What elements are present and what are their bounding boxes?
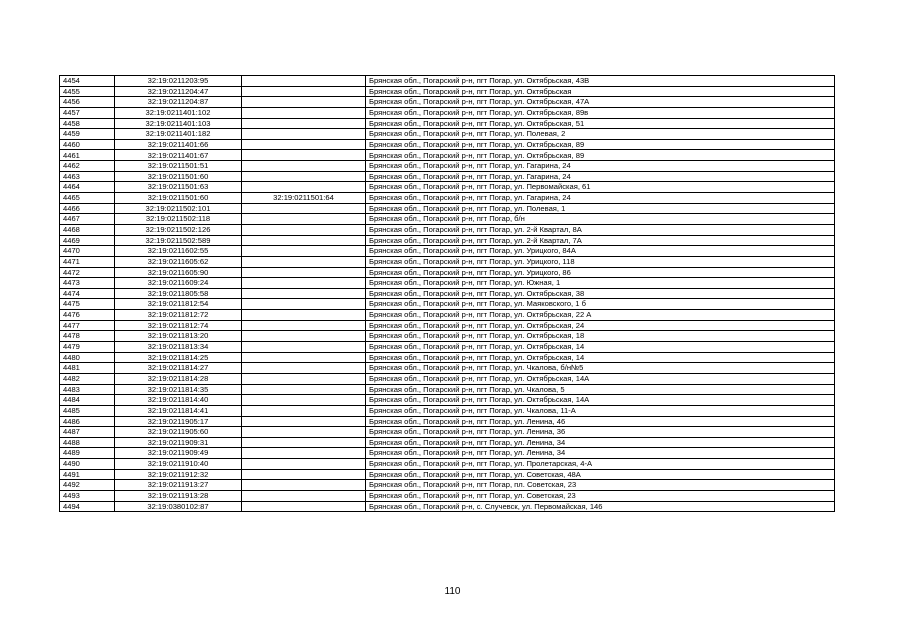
table-row [60,288,835,299]
table-row [60,331,835,342]
address-cell: Брянская обл., Погарский р-н, пгт Погар, ул. Советская, 48А [366,469,835,480]
address-cell: Брянская обл., Погарский р-н, пгт Погар, ул. Октябрьская, 24 [366,320,835,331]
address-cell: Брянская обл., Погарский р-н, пгт Погар, ул. Гагарина, 24 [366,171,835,182]
address-cell: Брянская обл., Погарский р-н, пгт Погар, ул. Маяковского, 1 б [366,299,835,310]
table-row [60,427,835,438]
table-row [60,278,835,289]
cadastral-number-cell: 32:19:0211812:74 [115,320,242,331]
table-row [60,469,835,480]
registry-table-body [60,76,835,512]
cadastral-number-cell: 32:19:0211502:101 [115,203,242,214]
table-row [60,416,835,427]
row-number-cell: 4473 [60,278,115,289]
address-cell: Брянская обл., Погарский р-н, пгт Погар, ул. Южная, 1 [366,278,835,289]
table-row [60,501,835,512]
row-number-cell: 4485 [60,405,115,416]
cadastral-number-cell: 32:19:0211905:17 [115,416,242,427]
address-cell: Брянская обл., Погарский р-н, пгт Погар, ул. Полевая, 2 [366,129,835,140]
row-number-cell: 4457 [60,107,115,118]
registry-table [59,75,835,512]
address-cell: Брянская обл., Погарский р-н, пгт Погар, ул. Гагарина, 24 [366,193,835,204]
address-cell: Брянская обл., Погарский р-н, пгт Погар, ул. Гагарина, 24 [366,161,835,172]
table-row [60,161,835,172]
table-row [60,459,835,470]
address-cell: Брянская обл., Погарский р-н, пгт Погар, пл. Советская, 23 [366,480,835,491]
row-number-cell: 4468 [60,224,115,235]
cadastral-number-cell: 32:19:0211401:67 [115,150,242,161]
table-row [60,107,835,118]
row-number-cell: 4490 [60,459,115,470]
row-number-cell: 4469 [60,235,115,246]
previous-cadastral-number-cell [242,267,366,278]
previous-cadastral-number-cell [242,384,366,395]
previous-cadastral-number-cell [242,405,366,416]
previous-cadastral-number-cell [242,448,366,459]
table-row [60,448,835,459]
row-number-cell: 4454 [60,76,115,87]
cadastral-number-cell: 32:19:0211814:27 [115,363,242,374]
address-cell: Брянская обл., Погарский р-н, пгт Погар, ул. Чкалова, б/н№5 [366,363,835,374]
row-number-cell: 4458 [60,118,115,129]
address-cell: Брянская обл., Погарский р-н, пгт Погар, ул. Октябрьская, 43В [366,76,835,87]
row-number-cell: 4481 [60,363,115,374]
previous-cadastral-number-cell: 32:19:0211501:64 [242,193,366,204]
table-row [60,373,835,384]
row-number-cell: 4493 [60,490,115,501]
row-number-cell: 4491 [60,469,115,480]
address-cell: Брянская обл., Погарский р-н, пгт Погар, ул. Ленина, 46 [366,416,835,427]
table-row [60,490,835,501]
address-cell: Брянская обл., Погарский р-н, пгт Погар, б/н [366,214,835,225]
row-number-cell: 4471 [60,256,115,267]
address-cell: Брянская обл., Погарский р-н, пгт Погар, ул. 2-й Квартал, 7А [366,235,835,246]
previous-cadastral-number-cell [242,320,366,331]
cadastral-number-cell: 32:19:0211909:49 [115,448,242,459]
row-number-cell: 4484 [60,395,115,406]
previous-cadastral-number-cell [242,129,366,140]
row-number-cell: 4476 [60,310,115,321]
address-cell: Брянская обл., Погарский р-н, пгт Погар, ул. Октябрьская, 14 [366,342,835,353]
table-row [60,76,835,87]
table-row [60,193,835,204]
table-row [60,97,835,108]
previous-cadastral-number-cell [242,352,366,363]
row-number-cell: 4474 [60,288,115,299]
previous-cadastral-number-cell [242,86,366,97]
cadastral-number-cell: 32:19:0211502:118 [115,214,242,225]
table-row [60,299,835,310]
row-number-cell: 4482 [60,373,115,384]
cadastral-number-cell: 32:19:0211401:103 [115,118,242,129]
previous-cadastral-number-cell [242,161,366,172]
cadastral-number-cell: 32:19:0211501:63 [115,182,242,193]
row-number-cell: 4467 [60,214,115,225]
cadastral-number-cell: 32:19:0211814:35 [115,384,242,395]
cadastral-number-cell: 32:19:0211501:60 [115,171,242,182]
cadastral-number-cell: 32:19:0211605:90 [115,267,242,278]
row-number-cell: 4460 [60,139,115,150]
address-cell: Брянская обл., Погарский р-н, пгт Погар, ул. Октябрьская, 14А [366,373,835,384]
previous-cadastral-number-cell [242,373,366,384]
address-cell: Брянская обл., Погарский р-н, пгт Погар, ул. Октябрьская, 89 [366,139,835,150]
table-row [60,384,835,395]
table-row [60,224,835,235]
previous-cadastral-number-cell [242,427,366,438]
cadastral-number-cell: 32:19:0211204:47 [115,86,242,97]
previous-cadastral-number-cell [242,480,366,491]
address-cell: Брянская обл., Погарский р-н, пгт Погар, ул. Урицкого, 84А [366,246,835,257]
previous-cadastral-number-cell [242,490,366,501]
address-cell: Брянская обл., Погарский р-н, пгт Погар, ул. Советская, 23 [366,490,835,501]
row-number-cell: 4466 [60,203,115,214]
address-cell: Брянская обл., Погарский р-н, пгт Погар, ул. Ленина, 34 [366,448,835,459]
row-number-cell: 4462 [60,161,115,172]
previous-cadastral-number-cell [242,139,366,150]
cadastral-number-cell: 32:19:0211501:60 [115,193,242,204]
address-cell: Брянская обл., Погарский р-н, пгт Погар, ул. Октябрьская, 51 [366,118,835,129]
cadastral-number-cell: 32:19:0211905:60 [115,427,242,438]
row-number-cell: 4465 [60,193,115,204]
previous-cadastral-number-cell [242,331,366,342]
cadastral-number-cell: 32:19:0211812:72 [115,310,242,321]
previous-cadastral-number-cell [242,395,366,406]
address-cell: Брянская обл., Погарский р-н, пгт Погар, ул. Пролетарская, 4-А [366,459,835,470]
page-number: 110 [444,586,461,597]
table-row [60,395,835,406]
cadastral-number-cell: 32:19:0211602:55 [115,246,242,257]
table-row [60,203,835,214]
row-number-cell: 4475 [60,299,115,310]
previous-cadastral-number-cell [242,469,366,480]
previous-cadastral-number-cell [242,76,366,87]
address-cell: Брянская обл., Погарский р-н, пгт Погар, ул. Чкалова, 11-А [366,405,835,416]
row-number-cell: 4464 [60,182,115,193]
row-number-cell: 4487 [60,427,115,438]
address-cell: Брянская обл., Погарский р-н, пгт Погар, ул. 2-й Квартал, 8А [366,224,835,235]
cadastral-number-cell: 32:19:0211401:182 [115,129,242,140]
table-row [60,150,835,161]
cadastral-number-cell: 32:19:0211913:28 [115,490,242,501]
cadastral-number-cell: 32:19:0211814:40 [115,395,242,406]
row-number-cell: 4492 [60,480,115,491]
row-number-cell: 4488 [60,437,115,448]
row-number-cell: 4456 [60,97,115,108]
address-cell: Брянская обл., Погарский р-н, пгт Погар, ул. Октябрьская, 14А [366,395,835,406]
cadastral-number-cell: 32:19:0211204:87 [115,97,242,108]
address-cell: Брянская обл., Погарский р-н, пгт Погар, ул. Ленина, 36 [366,427,835,438]
table-row [60,267,835,278]
previous-cadastral-number-cell [242,97,366,108]
previous-cadastral-number-cell [242,501,366,512]
address-cell: Брянская обл., Погарский р-н, пгт Погар, ул. Октябрьская [366,86,835,97]
address-cell: Брянская обл., Погарский р-н, пгт Погар, ул. Октябрьская, 38 [366,288,835,299]
table-row [60,256,835,267]
previous-cadastral-number-cell [242,214,366,225]
address-cell: Брянская обл., Погарский р-н, пгт Погар, ул. Октябрьская, 22 А [366,310,835,321]
row-number-cell: 4489 [60,448,115,459]
cadastral-number-cell: 32:19:0211913:27 [115,480,242,491]
address-cell: Брянская обл., Погарский р-н, с. Случевск, ул. Первомайская, 146 [366,501,835,512]
table-row [60,235,835,246]
row-number-cell: 4479 [60,342,115,353]
table-row [60,86,835,97]
cadastral-number-cell: 32:19:0211812:54 [115,299,242,310]
address-cell: Брянская обл., Погарский р-н, пгт Погар, ул. Октябрьская, 89 [366,150,835,161]
row-number-cell: 4480 [60,352,115,363]
previous-cadastral-number-cell [242,363,366,374]
table-row [60,405,835,416]
cadastral-number-cell: 32:19:0211203:95 [115,76,242,87]
table-row [60,139,835,150]
address-cell: Брянская обл., Погарский р-н, пгт Погар, ул. Чкалова, 5 [366,384,835,395]
address-cell: Брянская обл., Погарский р-н, пгт Погар, ул. Первомайская, 61 [366,182,835,193]
cadastral-number-cell: 32:19:0211502:126 [115,224,242,235]
previous-cadastral-number-cell [242,299,366,310]
table-row [60,363,835,374]
previous-cadastral-number-cell [242,182,366,193]
row-number-cell: 4455 [60,86,115,97]
row-number-cell: 4472 [60,267,115,278]
address-cell: Брянская обл., Погарский р-н, пгт Погар, ул. Октябрьская, 89в [366,107,835,118]
cadastral-number-cell: 32:19:0211814:28 [115,373,242,384]
address-cell: Брянская обл., Погарский р-н, пгт Погар, ул. Октябрьская, 18 [366,331,835,342]
address-cell: Брянская обл., Погарский р-н, пгт Погар, ул. Урицкого, 86 [366,267,835,278]
previous-cadastral-number-cell [242,256,366,267]
previous-cadastral-number-cell [242,288,366,299]
cadastral-number-cell: 32:19:0211401:102 [115,107,242,118]
row-number-cell: 4470 [60,246,115,257]
previous-cadastral-number-cell [242,118,366,129]
cadastral-number-cell: 32:19:0211401:66 [115,139,242,150]
table-row [60,118,835,129]
previous-cadastral-number-cell [242,437,366,448]
address-cell: Брянская обл., Погарский р-н, пгт Погар, ул. Урицкого, 118 [366,256,835,267]
row-number-cell: 4459 [60,129,115,140]
cadastral-number-cell: 32:19:0380102:87 [115,501,242,512]
previous-cadastral-number-cell [242,150,366,161]
cadastral-number-cell: 32:19:0211814:25 [115,352,242,363]
previous-cadastral-number-cell [242,203,366,214]
previous-cadastral-number-cell [242,416,366,427]
address-cell: Брянская обл., Погарский р-н, пгт Погар, ул. Ленина, 34 [366,437,835,448]
cadastral-number-cell: 32:19:0211501:51 [115,161,242,172]
table-row [60,437,835,448]
cadastral-number-cell: 32:19:0211912:32 [115,469,242,480]
cadastral-number-cell: 32:19:0211805:58 [115,288,242,299]
row-number-cell: 4477 [60,320,115,331]
table-row [60,129,835,140]
table-row [60,171,835,182]
cadastral-number-cell: 32:19:0211813:34 [115,342,242,353]
cadastral-number-cell: 32:19:0211909:31 [115,437,242,448]
table-row [60,246,835,257]
table-row [60,214,835,225]
previous-cadastral-number-cell [242,107,366,118]
previous-cadastral-number-cell [242,246,366,257]
row-number-cell: 4494 [60,501,115,512]
cadastral-number-cell: 32:19:0211910:40 [115,459,242,470]
previous-cadastral-number-cell [242,224,366,235]
table-row [60,182,835,193]
table-row [60,310,835,321]
previous-cadastral-number-cell [242,235,366,246]
previous-cadastral-number-cell [242,310,366,321]
address-cell: Брянская обл., Погарский р-н, пгт Погар, ул. Октябрьская, 14 [366,352,835,363]
previous-cadastral-number-cell [242,171,366,182]
row-number-cell: 4483 [60,384,115,395]
row-number-cell: 4461 [60,150,115,161]
address-cell: Брянская обл., Погарский р-н, пгт Погар, ул. Полевая, 1 [366,203,835,214]
cadastral-number-cell: 32:19:0211813:20 [115,331,242,342]
table-row [60,320,835,331]
row-number-cell: 4463 [60,171,115,182]
address-cell: Брянская обл., Погарский р-н, пгт Погар, ул. Октябрьская, 47А [366,97,835,108]
table-row [60,480,835,491]
row-number-cell: 4486 [60,416,115,427]
previous-cadastral-number-cell [242,459,366,470]
previous-cadastral-number-cell [242,278,366,289]
cadastral-number-cell: 32:19:0211814:41 [115,405,242,416]
row-number-cell: 4478 [60,331,115,342]
previous-cadastral-number-cell [242,342,366,353]
table-row [60,342,835,353]
cadastral-number-cell: 32:19:0211605:62 [115,256,242,267]
cadastral-number-cell: 32:19:0211502:589 [115,235,242,246]
cadastral-number-cell: 32:19:0211609:24 [115,278,242,289]
table-row [60,352,835,363]
